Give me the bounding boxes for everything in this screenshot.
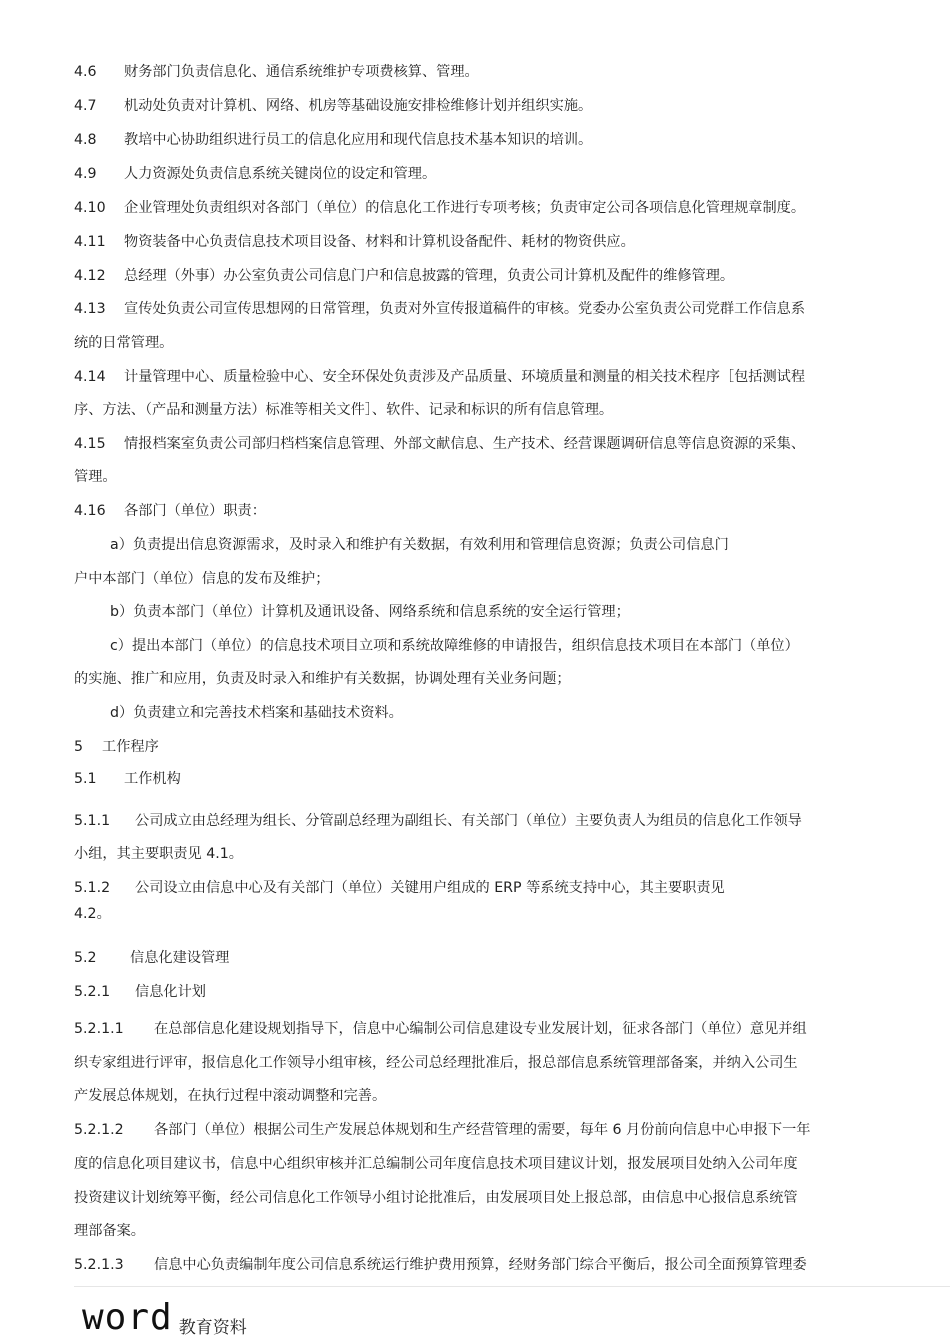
list-item-text: a）负责提出信息资源需求，及时录入和维护有关数据，有效利用和管理信息资源；负责公司信息门 — [110, 537, 729, 553]
clause-text: 信息中心负责编制年度公司信息系统运行维护费用预算，经财务部门综合平衡后，报公司全面预算管理委 — [154, 1257, 807, 1273]
duty-item-a-cont — [74, 568, 886, 590]
list-item-text: b）负责本部门（单位）计算机及通讯设备、网络系统和信息系统的安全运行管理； — [110, 604, 630, 620]
clause-5-1-2-cont — [74, 903, 886, 925]
footer-brand: word — [82, 1297, 173, 1338]
duty-item-b — [110, 601, 886, 623]
clause-number: 4.13 — [74, 301, 106, 317]
clause-4-11 — [74, 231, 886, 253]
clause-text: 小组，其主要职责见 4.1。 — [74, 846, 243, 862]
list-item-text: 户中本部门（单位）信息的发布及维护； — [74, 571, 330, 587]
clause-4-13 — [74, 298, 886, 320]
clause-number: 4.15 — [74, 436, 106, 452]
clause-text: 统的日常管理。 — [74, 335, 174, 351]
clause-text: 投资建议计划统筹平衡，经公司信息化工作领导小组讨论批准后，由发展项目处上报总部，由信息中心报信息系统管 — [74, 1190, 798, 1206]
page-footer — [82, 1296, 247, 1340]
clause-4-15 — [74, 433, 886, 455]
section-title: 信息化建设管理 — [130, 950, 230, 966]
clause-4-7 — [74, 95, 886, 117]
section-5-heading — [74, 736, 886, 758]
clause-text: 各部门（单位）根据公司生产发展总体规划和生产经营管理的需要，每年 6 月份前向信息中心申报下一年 — [154, 1122, 811, 1138]
clause-5-1-2 — [74, 877, 886, 899]
duty-item-d — [110, 702, 886, 724]
clause-4-13-cont — [74, 332, 886, 354]
list-item-text: 的实施、推广和应用，负责及时录入和维护有关数据，协调处理有关业务问题； — [74, 671, 571, 687]
clause-text: 财务部门负责信息化、通信系统维护专项费核算、管理。 — [124, 64, 479, 80]
clause-number: 4.7 — [74, 98, 97, 114]
clause-number: 4.10 — [74, 200, 106, 216]
section-number: 5.2.1 — [74, 984, 111, 1000]
clause-text: 公司成立由总经理为组长、分管副总经理为副组长、有关部门（单位）主要负责人为组员的信息化工作领导 — [135, 813, 802, 829]
clause-5-2-1-1 — [74, 1018, 886, 1040]
section-title: 工作程序 — [102, 739, 159, 755]
clause-text: 情报档案室负责公司部归档档案信息管理、外部文献信息、生产技术、经营课题调研信息等信息资源的采集、 — [124, 436, 806, 452]
clause-text: 度的信息化项目建议书，信息中心组织审核并汇总编制公司年度信息技术项目建议计划，报发展项目处纳入公司年度 — [74, 1156, 798, 1172]
clause-4-14-cont — [74, 399, 886, 421]
clause-5-2-1-3 — [74, 1254, 886, 1276]
clause-number: 4.11 — [74, 234, 106, 250]
clause-text: 总经理（外事）办公室负责公司信息门户和信息披露的管理，负责公司计算机及配件的维修管理。 — [124, 268, 735, 284]
clause-4-15-cont — [74, 466, 886, 488]
clause-text: 教培中心协助组织进行员工的信息化应用和现代信息技术基本知识的培训。 — [124, 132, 593, 148]
clause-number: 4.6 — [74, 64, 97, 80]
section-number: 5.1 — [74, 771, 97, 787]
clause-4-12 — [74, 265, 886, 287]
clause-text: 人力资源处负责信息系统关键岗位的设定和管理。 — [124, 166, 437, 182]
section-title: 信息化计划 — [135, 984, 206, 1000]
clause-text: 管理。 — [74, 469, 117, 485]
clause-5-2-1-2 — [74, 1119, 886, 1141]
clause-4-9 — [74, 163, 886, 185]
section-5-1-heading — [74, 768, 886, 790]
clause-number: 4.8 — [74, 132, 97, 148]
clause-number: 4.12 — [74, 268, 106, 284]
clause-5-1-1 — [74, 810, 886, 832]
clause-text: 机动处负责对计算机、网络、机房等基础设施安排检维修计划并组织实施。 — [124, 98, 593, 114]
list-item-text: c）提出本部门（单位）的信息技术项目立项和系统故障维修的申请报告，组织信息技术项目在本部门（单位） — [110, 638, 799, 654]
duty-item-a — [110, 534, 886, 556]
clause-text: 物资装备中心负责信息技术项目设备、材料和计算机设备配件、耗材的物资供应。 — [124, 234, 635, 250]
clause-4-8 — [74, 129, 886, 151]
clause-number: 5.1.2 — [74, 880, 111, 896]
clause-number: 5.2.1.3 — [74, 1257, 124, 1273]
section-5-2-heading — [74, 947, 886, 969]
clause-text: 计量管理中心、质量检验中心、安全环保处负责涉及产品质量、环境质量和测量的相关技术程序［包括测试程 — [124, 369, 806, 385]
clause-5-2-1-1-cont1 — [74, 1052, 886, 1074]
clause-4-10 — [74, 197, 886, 219]
clause-text: 企业管理处负责组织对各部门（单位）的信息化工作进行专项考核；负责审定公司各项信息化管理规章制度。 — [124, 200, 806, 216]
clause-5-2-1-1-cont2 — [74, 1085, 886, 1107]
section-5-2-1-heading — [74, 981, 886, 1003]
clause-text: 公司设立由信息中心及有关部门（单位）关键用户组成的 ERP 等系统支持中心，其主要职责见 — [135, 880, 725, 896]
clause-text: 在总部信息化建设规划指导下，信息中心编制公司信息建设专业发展计划，征求各部门（单位）意见并组 — [154, 1021, 807, 1037]
section-number: 5 — [74, 739, 84, 755]
clause-text: 产发展总体规划，在执行过程中滚动调整和完善。 — [74, 1088, 387, 1104]
clause-number: 5.1.1 — [74, 813, 111, 829]
duty-item-c — [110, 635, 886, 657]
clause-text: 理部备案。 — [74, 1223, 145, 1239]
clause-text: 序、方法、（产品和测量方法）标准等相关文件］、软件、记录和标识的所有信息管理。 — [74, 402, 614, 418]
footer-divider — [74, 1286, 950, 1287]
clause-number: 4.9 — [74, 166, 97, 182]
clause-number: 4.16 — [74, 503, 106, 519]
clause-text: 宣传处负责公司宣传思想网的日常管理，负责对外宣传报道稿件的审核。党委办公室负责公司党群工作信息系 — [124, 301, 806, 317]
clause-4-14 — [74, 366, 886, 388]
clause-4-16 — [74, 500, 886, 522]
clause-number: 4.14 — [74, 369, 106, 385]
clause-number: 5.2.1.2 — [74, 1122, 124, 1138]
clause-5-2-1-2-cont3 — [74, 1220, 886, 1242]
clause-5-1-1-cont — [74, 843, 886, 865]
clause-text: 织专家组进行评审，报信息化工作领导小组审核，经公司总经理批准后，报总部信息系统管理部备案，并纳入公司生 — [74, 1055, 798, 1071]
clause-text: 各部门（单位）职责： — [124, 503, 266, 519]
clause-4-6 — [74, 61, 886, 83]
clause-5-2-1-2-cont1 — [74, 1153, 886, 1175]
list-item-text: d）负责建立和完善技术档案和基础技术资料。 — [110, 705, 403, 721]
clause-5-2-1-2-cont2 — [74, 1187, 886, 1209]
duty-item-c-cont — [74, 668, 886, 690]
section-number: 5.2 — [74, 950, 97, 966]
section-title: 工作机构 — [124, 771, 181, 787]
clause-number: 5.2.1.1 — [74, 1021, 124, 1037]
clause-text: 4.2。 — [74, 906, 111, 922]
footer-subtitle: 教育资料 — [178, 1318, 247, 1338]
